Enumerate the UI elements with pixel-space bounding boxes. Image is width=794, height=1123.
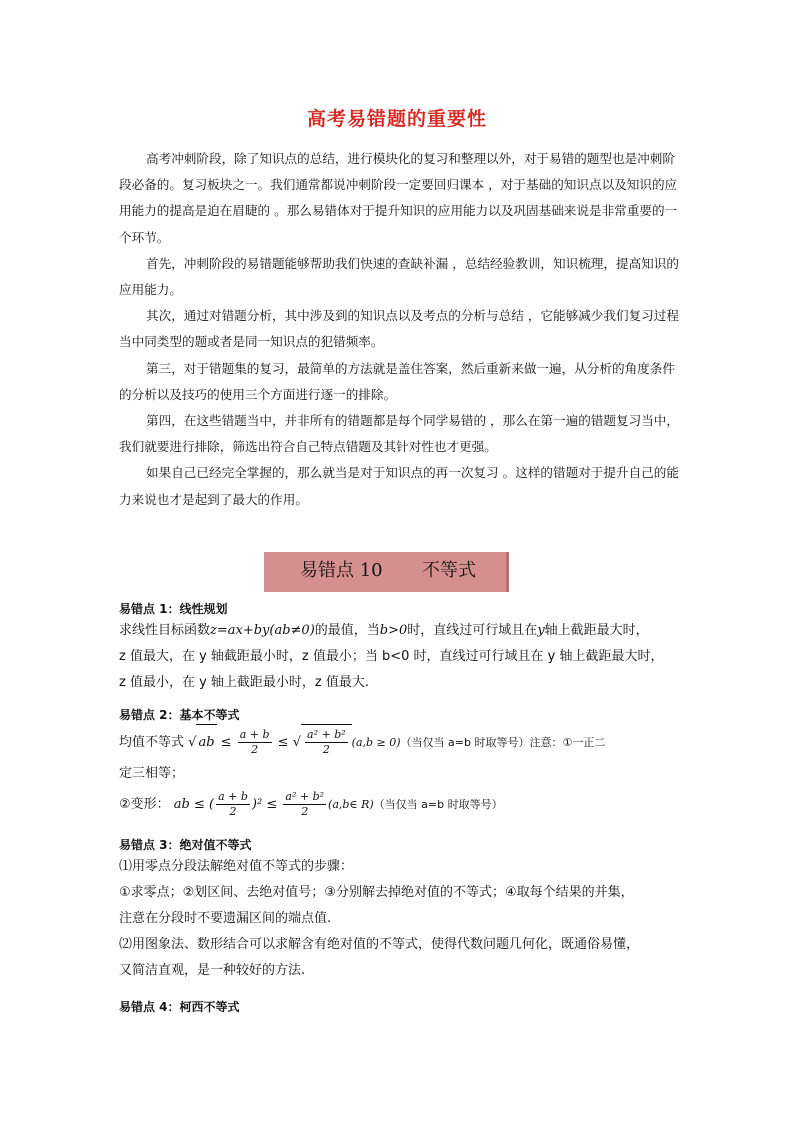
banner-topic: 不等式 — [422, 560, 476, 581]
fraction — [238, 728, 272, 757]
intro-paragraph: 高考冲刺阶段，除了知识点的总结，进行模块化的复习和整理以外，对于易错的题型也是冲刺阶段必备的。复习板块之一。我们通常都说冲刺阶段一定要回归课本 ，对于基础的知识点以及知识的应用能力的提高是迫在眉睫的 。那么易错体对于提升知识的应用能力以及巩固基础来说是非常重要的一个环节。 — [119, 151, 678, 245]
math-expression: b>0 — [379, 623, 408, 638]
page-title: 高考易错题的重要性 — [306, 108, 487, 130]
point-text-line: z 值最小，在 y 轴上截距最小时，z 值最大. — [119, 675, 370, 690]
text-fragment: 求线性目标函数 — [119, 623, 211, 638]
text-fragment: （当仅当 a=b 时取等号）注意：①一正二 — [400, 736, 606, 749]
fraction-denominator: 2 — [251, 743, 259, 756]
intro-paragraph: 第四，在这些错题当中，并非所有的错题都是每个同学易错的 ，那么在第一遍的错题复习当中，我们就要进行排除，筛选出符合自己特点错题及其针对性也才更强。 — [119, 413, 679, 455]
mean-inequality-line — [119, 724, 689, 761]
text-fragment: 的最值，当 — [314, 623, 380, 638]
fraction — [283, 790, 326, 819]
point-text-line: 注意在分段时不要遗漏区间的端点值. — [119, 911, 332, 926]
math-condition: (a,b ≥ 0) — [351, 736, 401, 749]
point-text-line: ⑵用图象法、数形结合可以求解含有绝对值的不等式，使得代数问题几何化，既通俗易懂， — [119, 937, 640, 952]
point-heading: 易错点 4：柯西不等式 — [119, 1000, 240, 1014]
math-expression: ab ≤ ( — [173, 797, 215, 812]
point-3 — [119, 836, 689, 984]
math-expression: )² — [251, 797, 263, 812]
fraction-denominator: 2 — [229, 805, 237, 818]
le-symbol: ≤ — [277, 735, 289, 750]
math-expression: ab — [196, 724, 216, 761]
fraction-numerator: a² + b² — [307, 728, 346, 741]
point-heading: 易错点 2：基本不等式 — [119, 708, 240, 722]
intro-paragraph: 其次，通过对错题分析，其中涉及到的知识点以及考点的分析与总结 ，它能够减少我们复习过程当中同类型的题或者是同一知识点的犯错频率。 — [119, 308, 679, 350]
point-text-line — [119, 618, 689, 644]
text-fragment: 均值不等式 — [119, 735, 185, 750]
text-fragment: （当仅当 a=b 时取等号） — [373, 798, 503, 811]
point-2 — [119, 706, 689, 823]
section-banner — [264, 550, 519, 592]
fraction — [305, 728, 348, 757]
sqrt-fraction: √ $\frac{\text{a² + b²}}{2}$ — [293, 735, 352, 750]
intro-section — [119, 146, 679, 513]
fraction-numerator: a² + b² — [285, 790, 325, 803]
math-expression: z=ax+by(ab≠0) — [210, 623, 315, 638]
fraction-denominator: 2 — [322, 743, 330, 756]
point-text-line: ①求零点；②划区间、去绝对值号；③分别解去掉绝对值的不等式；④取每个结果的并集， — [119, 885, 634, 900]
point-1 — [119, 600, 689, 696]
fraction — [216, 790, 250, 819]
text-fragment: 轴上截距最大时， — [544, 623, 649, 638]
fraction-numerator: a + b — [239, 728, 270, 741]
math-condition: (a,b∈ R) — [328, 798, 374, 811]
banner-label: 易错点 10 — [300, 560, 383, 581]
fraction-numerator: a + b — [218, 790, 248, 803]
point-text-line: 又简洁直观，是一种较好的方法. — [119, 963, 306, 978]
math-expression: y — [537, 623, 545, 638]
text-fragment: ②变形： — [119, 797, 170, 812]
intro-paragraph: 如果自己已经完全掌握的，那么就当是对于知识点的再一次复习 。这样的错题对于提升自己的能力来说也才是起到了最大的作用。 — [119, 465, 679, 507]
text-fragment: 时，直线过可行域且在 — [407, 623, 538, 638]
intro-paragraph: 第三，对于错题集的复习，最简单的方法就是盖住答案，然后重新来做一遍，从分析的角度条件的分析以及技巧的使用三个方面进行逐一的排除。 — [119, 360, 675, 402]
sqrt-ab: √ ab — [188, 735, 216, 750]
point-heading: 易错点 3：绝对值不等式 — [119, 838, 252, 852]
le-symbol: ≤ — [266, 797, 278, 812]
sqrt-body — [301, 724, 352, 761]
variant-line — [119, 787, 689, 823]
intro-paragraph: 首先，冲刺阶段的易错题能够帮助我们快速的查缺补漏 ，总结经验教训，知识梳理，提高知识的应用能力。 — [119, 255, 679, 298]
point-4 — [119, 998, 689, 1016]
le-symbol: ≤ — [220, 735, 232, 750]
point-heading: 易错点 1：线性规划 — [119, 602, 228, 616]
fraction-denominator: 2 — [301, 805, 309, 818]
point-text-line: z 值最大，在 y 轴截距最小时，z 值最小；当 b<0 时，直线过可行域且在 y 轴上截距最大时， — [119, 649, 664, 664]
point-text-line: 定三相等； — [119, 766, 185, 781]
point-text-line: ⑴用零点分段法解绝对值不等式的步骤： — [119, 859, 354, 874]
